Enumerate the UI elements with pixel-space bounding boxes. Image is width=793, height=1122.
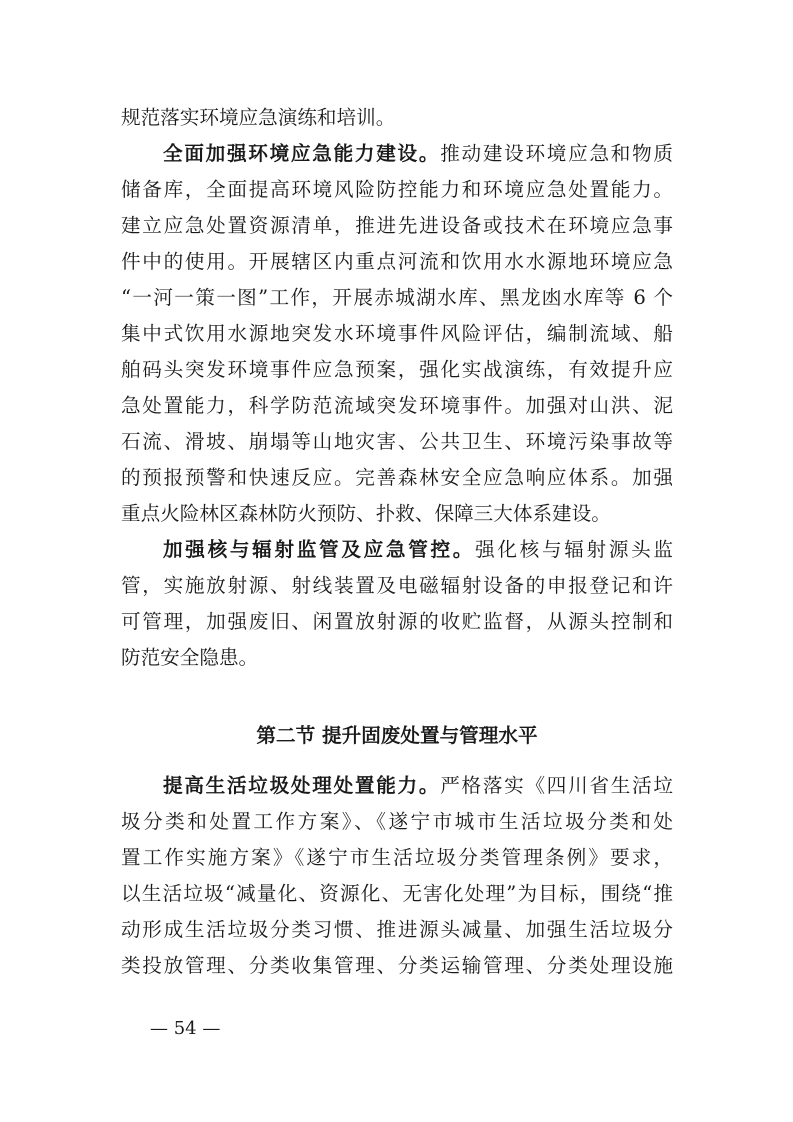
para-env-line: 重点火险林区森林防火预防、扑救、保障三大体系建设。 — [121, 502, 611, 525]
para-waste-first-line — [121, 768, 673, 804]
para-waste-line: 类投放管理、分类收集管理、分类运输管理、分类处理设施 — [121, 954, 673, 977]
para-nuclear-line: 可管理，加强废旧、闲置放射源的收贮监督，从源头控制和 — [121, 610, 673, 633]
para-nuclear-lead: 加强核与辐射监管及应急管控。 — [163, 538, 476, 561]
para-waste-line: 以生活垃圾“减量化、资源化、无害化处理”为目标，围绕“推 — [121, 882, 673, 905]
para-env-line: 建立应急处置资源清单，推进先进设备或技术在环境应急事 — [121, 214, 673, 237]
para-waste-line: 置工作实施方案》《遂宁市生活垃圾分类管理条例》要求， — [121, 846, 673, 869]
para-env-line: 件中的使用。开展辖区内重点河流和饮用水水源地环境应急 — [121, 250, 673, 273]
carryover-line: 规范落实环境应急演练和培训。 — [121, 106, 396, 129]
para-waste-line: 动形成生活垃圾分类习惯、推进源头减量、加强生活垃圾分 — [121, 918, 673, 941]
para-env-first: 推动建设环境应急和物质 — [440, 142, 673, 165]
text-block-lower — [121, 768, 673, 984]
para-waste-lead: 提高生活垃圾处理处置能力。 — [163, 774, 441, 797]
para-env-lead: 全面加强环境应急能力建设。 — [163, 142, 441, 165]
para-env-line: 石流、滑坡、崩塌等山地灾害、公共卫生、环境污染事故等 — [121, 430, 673, 453]
para-env-line: 舶码头突发环境事件应急预案，强化实战演练，有效提升应 — [121, 358, 673, 381]
para-nuclear-first: 强化核与辐射源头监 — [475, 538, 673, 561]
para-env-first-line — [121, 136, 673, 172]
para-nuclear-first-line — [121, 532, 673, 568]
para-nuclear-line: 管，实施放射源、射线装置及电磁辐射设备的申报登记和许 — [121, 574, 673, 597]
para-env-line: 急处置能力，科学防范流域突发环境事件。加强对山洪、泥 — [121, 394, 673, 417]
page-number: — 54 — — [150, 1018, 221, 1039]
para-nuclear-line: 防范安全隐患。 — [121, 646, 259, 669]
text-block-upper — [121, 100, 673, 676]
para-env-line: “一河一策一图”工作，开展赤城湖水库、黑龙凼水库等 6 个 — [121, 286, 673, 309]
section-heading: 第二节 提升固废处置与管理水平 — [256, 724, 538, 747]
para-waste-line: 圾分类和处置工作方案》、《遂宁市城市生活垃圾分类和处 — [121, 810, 673, 833]
para-env-line: 储备库，全面提高环境风险防控能力和环境应急处置能力。 — [121, 178, 673, 201]
para-waste-first: 严格落实《四川省生活垃 — [440, 774, 673, 797]
para-env-line: 的预报预警和快速反应。完善森林安全应急响应体系。加强 — [121, 466, 673, 489]
para-env-line: 集中式饮用水源地突发水环境事件风险评估，编制流域、船 — [121, 322, 673, 345]
